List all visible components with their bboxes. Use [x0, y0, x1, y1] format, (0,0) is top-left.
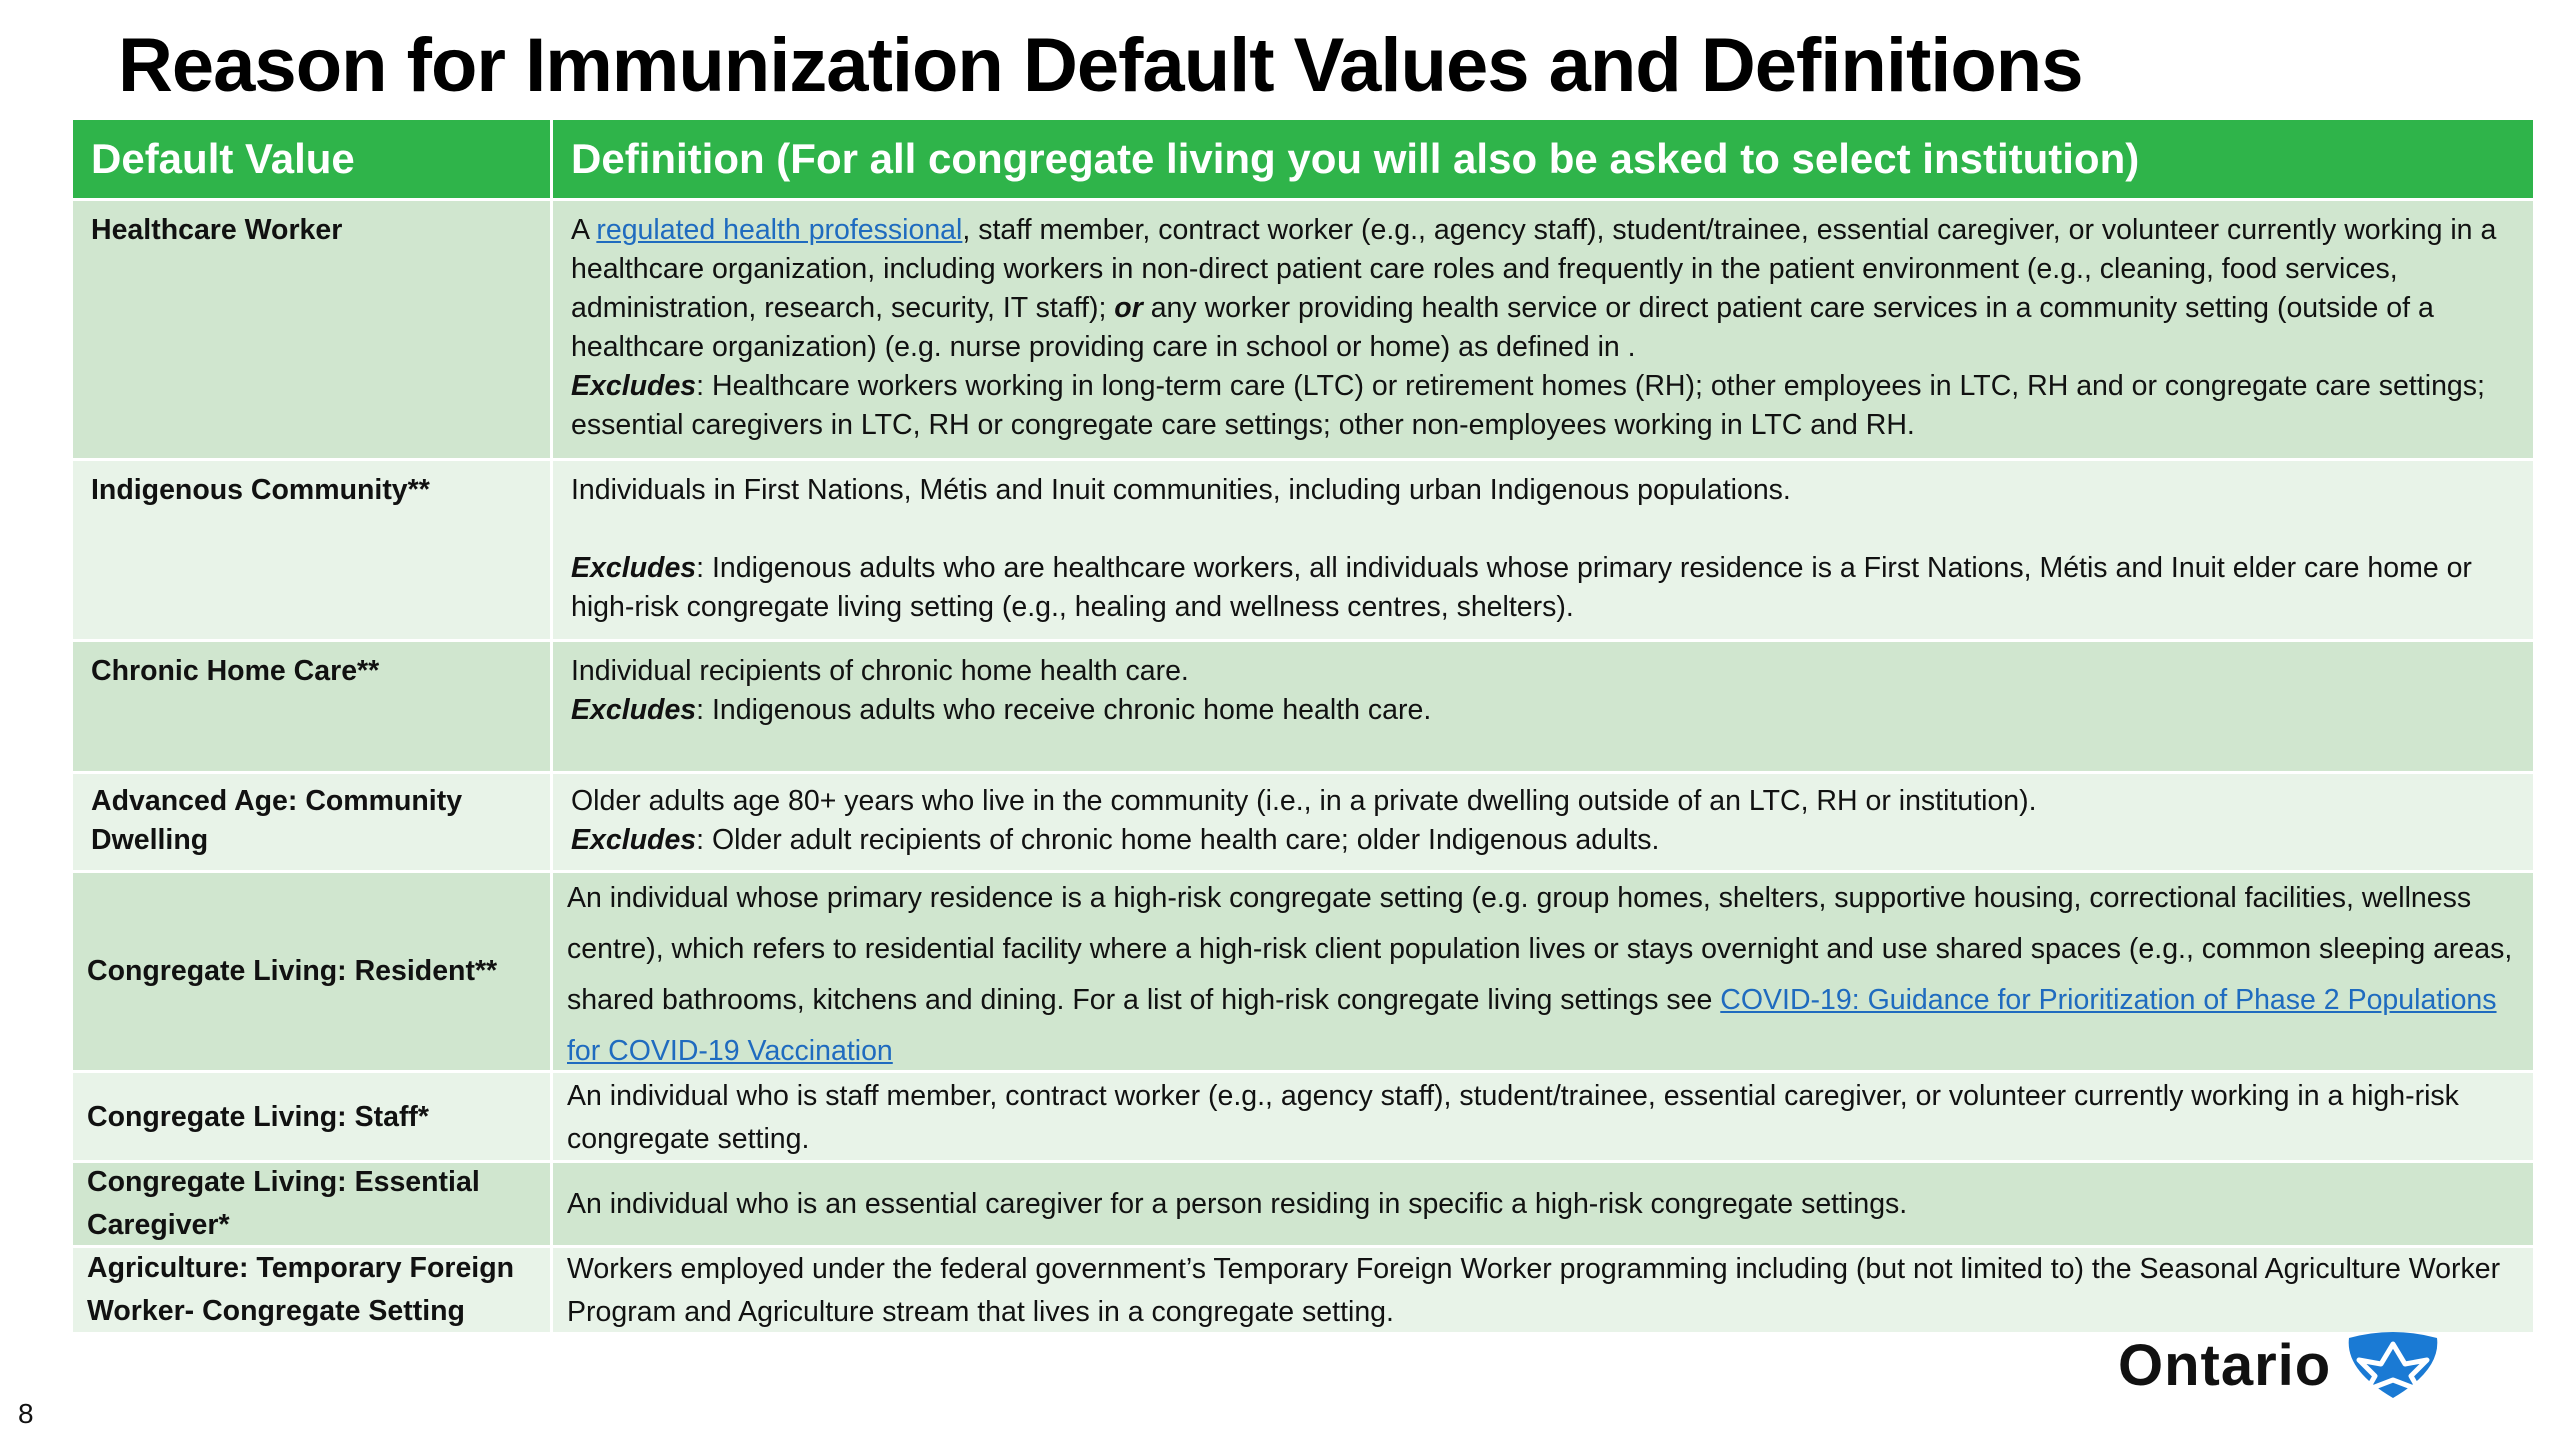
default-value-cell: Indigenous Community**: [73, 458, 553, 639]
page-number: 8: [18, 1398, 34, 1429]
definition-cell: [553, 639, 2533, 771]
definition-text: Individuals in First Nations, Métis and Inuit communities, including urban Indigenous populations.: [571, 474, 1791, 506]
definition-text: Workers employed under the federal government’s Temporary Foreign Worker programming including (but not limited to) the Seasonal Agriculture Worker Program and Agriculture stream that lives in a congregate setting.: [567, 1253, 2501, 1328]
excludes-label: Excludes: [571, 694, 697, 726]
default-value-text: Congregate Living: Essential Caregiver*: [87, 1166, 480, 1241]
definition-cell: [553, 870, 2533, 1070]
definition-text: An individual who is staff member, contract worker (e.g., agency staff), student/trainee, essential caregiver, or volunteer currently working in a high-risk congregate setting.: [567, 1080, 2459, 1155]
column-header-default-value: Default Value: [73, 120, 553, 198]
definition-text: any worker providing health service or direct patient care services in a community setting (outside of a healthcare organization) (e.g. nurse providing care in school or home) as defined in .: [571, 292, 2434, 363]
logo-text: Ontario: [2118, 1332, 2332, 1398]
definition-cell: [553, 1070, 2533, 1160]
default-value-cell: [73, 1160, 553, 1245]
default-value-cell: Advanced Age: Community Dwelling: [73, 771, 553, 870]
definition-text: Individual recipients of chronic home health care.: [571, 655, 1189, 687]
page-title: Reason for Immunization Default Values and Definitions: [118, 23, 2083, 108]
trillium-icon: [2345, 1330, 2441, 1400]
definition-cell: [553, 1245, 2533, 1332]
definition-cell: [553, 1160, 2533, 1245]
or-emphasis: or: [1114, 292, 1143, 324]
regulated-health-professional-link[interactable]: regulated health professional: [596, 214, 963, 246]
default-value-cell: [73, 1070, 553, 1160]
excludes-text: : Indigenous adults who are healthcare workers, all individuals whose primary residence is a First Nations, Métis and Inuit elder care home or high-risk congregate living setting (e.g., healing and wellness centres, shelters).: [571, 552, 2472, 623]
definitions-table: [73, 120, 2533, 1332]
excludes-text: : Indigenous adults who receive chronic home health care.: [696, 694, 1432, 726]
definition-text: Older adults age 80+ years who live in the community (i.e., in a private dwelling outside of an LTC, RH or institution).: [571, 785, 2037, 817]
definition-cell: [553, 458, 2533, 639]
definition-text: An individual whose primary residence is a high-risk congregate setting (e.g. group homes, shelters, supportive housing, correctional facilities, wellness centre), which refers to residential facility where a high-risk client population lives or stays overnight and use shared spaces (e.g., common sleeping areas, shared bathrooms, kitchens and dining. For a list of high-risk congregate living settings see: [567, 882, 2513, 1016]
excludes-label: Excludes: [571, 370, 697, 402]
definition-text: An individual who is an essential caregiver for a person residing in specific a high-risk congregate settings.: [567, 1187, 1908, 1220]
default-value-cell: [73, 1245, 553, 1332]
default-value-text: Congregate Living: Staff*: [87, 1101, 430, 1133]
default-value-cell: Healthcare Worker: [73, 198, 553, 458]
covid-guidance-link[interactable]: COVID-19: Guidance for Prioritization of Phase 2 Populations for COVID-19 Vaccination: [567, 984, 2497, 1067]
excludes-label: Excludes: [571, 824, 697, 856]
default-value-cell: [73, 870, 553, 1070]
definition-cell: [553, 771, 2533, 870]
default-value-text: Congregate Living: Resident**: [87, 955, 498, 987]
excludes-label: Excludes: [571, 552, 697, 584]
default-value-cell: Chronic Home Care**: [73, 639, 553, 771]
ontario-logo: [2118, 1330, 2441, 1400]
excludes-text: : Healthcare workers working in long-term care (LTC) or retirement homes (RH); other employees in LTC, RH and or congregate care settings; essential caregivers in LTC, RH or congregate care settings; other non-employees working in LTC and RH.: [571, 370, 2485, 441]
column-header-definition: Definition (For all congregate living you will also be asked to select institution): [553, 120, 2533, 198]
definition-cell: [553, 198, 2533, 458]
definition-text: , staff member, contract worker (e.g., agency staff), student/trainee, essential caregiver, or volunteer currently working in a healthcare organization, including workers in non-direct patient care roles and frequently in the patient environment (e.g., cleaning, food services, administration, research, security, IT staff);: [571, 214, 2497, 324]
default-value-text: Agriculture: Temporary Foreign Worker- Congregate Setting: [87, 1252, 515, 1327]
excludes-text: : Older adult recipients of chronic home health care; older Indigenous adults.: [696, 824, 1660, 856]
definition-text: A: [571, 214, 597, 246]
